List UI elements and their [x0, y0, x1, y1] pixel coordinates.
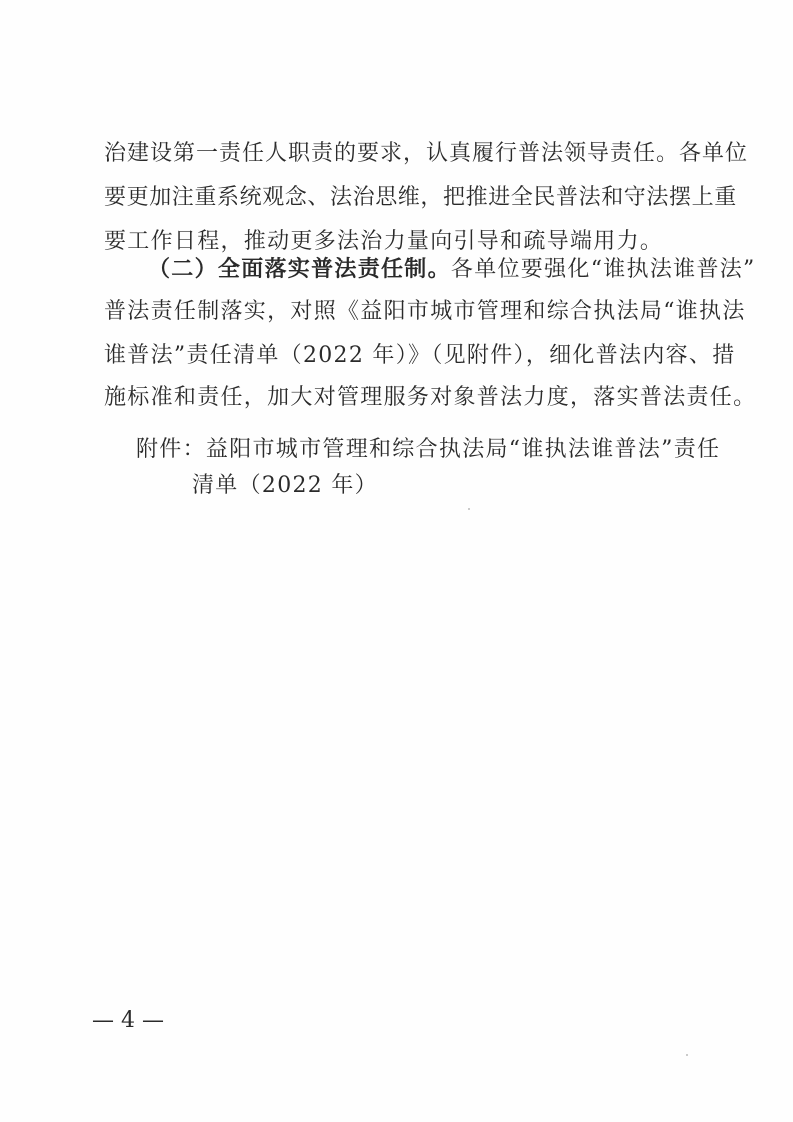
- body-text-line: 施标准和责任，加大对管理服务对象普法力度，落实普法责任。: [104, 385, 757, 410]
- section-heading: （二）全面落实普法责任制。: [148, 257, 451, 282]
- body-text-line: 要更加注重系统观念、法治思维，把推进全民普法和守法摆上重: [104, 185, 737, 210]
- page-number: — 4 —: [92, 1008, 164, 1033]
- body-text-line: 谁普法”责任清单（2022 年）》（见附件），细化普法内容、措: [104, 343, 736, 368]
- scan-speck: [468, 508, 470, 510]
- section-paragraph-first-line: [148, 250, 756, 290]
- body-text-line: 要工作日程，推动更多法治力量向引导和疏导端用力。: [104, 229, 664, 254]
- attachment-label: 附件：益阳市城市管理和综合执法局“谁执法谁普法”责任: [136, 437, 721, 462]
- scan-speck: [686, 1054, 688, 1056]
- body-text-line: 普法责任制落实，对照《益阳市城市管理和综合执法局“谁执法: [104, 299, 746, 324]
- body-text-line: 治建设第一责任人职责的要求，认真履行普法领导责任。各单位: [104, 141, 749, 166]
- attachment-title-continued: 清单（2022 年）: [192, 473, 378, 498]
- section-text: 各单位要强化“谁执法谁普法”: [450, 257, 756, 282]
